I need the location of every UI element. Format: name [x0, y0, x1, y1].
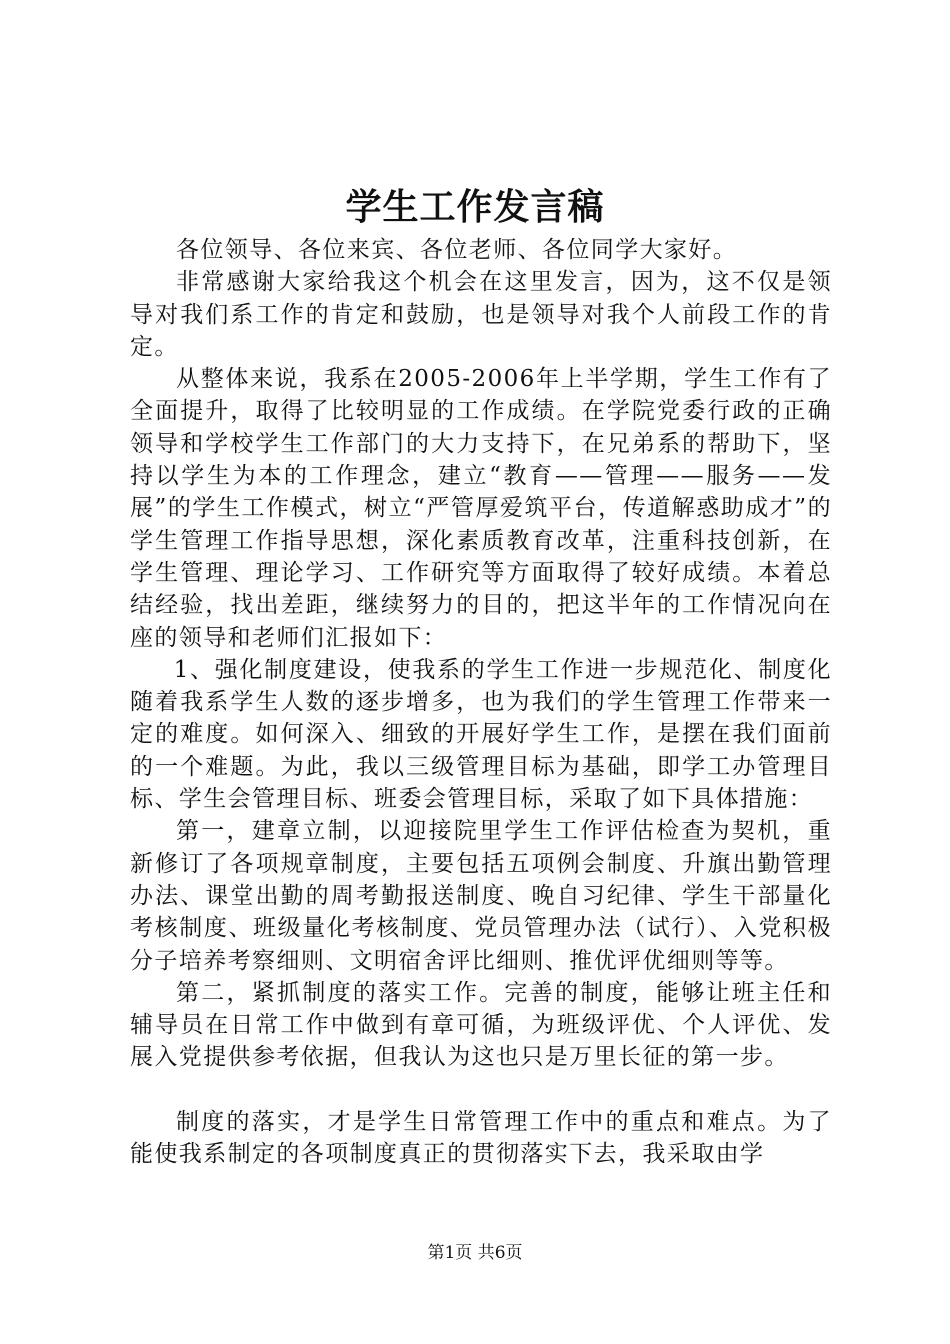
paragraph-overview: 从整体来说，我系在2005-2006年上半学期，学生工作有了全面提升，取得了比较明显的工作成绩。在学院党委行政的正确领导和学校学生工作部门的大力支持下，在兄弟系的帮助下，坚持以学生为本的工作理念，建立“教育——管理——服务——发展”的学生工作模式，树立“严管厚爱筑平台，传道解惑助成才”的学生管理工作指导思想，深化素质教育改革，注重科技创新，在学生管理、理论学习、工作研究等方面取得了较好成绩。本着总结经验，找出差距，继续努力的目的，把这半年的工作情况向在座的领导和老师们汇报如下： [130, 366, 832, 651]
document-title: 学生工作发言稿 [345, 186, 605, 228]
page-number-footer: 第1页 共6页 [427, 1243, 523, 1263]
paragraph-second-measure: 第二，紧抓制度的落实工作。完善的制度，能够让班主任和辅导员在日常工作中做到有章可循，为班级评优、个人评优、发展入党提供参考依据，但我认为这也只是万里长征的第一步。 [130, 979, 832, 1071]
paragraph-gap [130, 1074, 832, 1106]
paragraph-thanks: 非常感谢大家给我这个机会在这里发言，因为，这不仅是领导对我们系工作的肯定和鼓励，也是领导对我个人前段工作的肯定。 [130, 269, 832, 360]
paragraph-first-measure: 第一，建章立制，以迎接院里学生工作评估检查为契机，重新修订了各项规章制度，主要包括五项例会制度、升旗出勤管理办法、课堂出勤的周考勤报送制度、晚自习纪律、学生干部量化考核制度、班级量化考核制度、党员管理办法（试行）、入党积极分子培养考察细则、文明宿舍评比细则、推优评优细则等等。 [130, 818, 832, 974]
document-body [130, 234, 832, 1170]
paragraph-implementation: 制度的落实，才是学生日常管理工作中的重点和难点。为了能使我系制定的各项制度真正的贯彻落实下去，我采取由学 [130, 1108, 832, 1168]
paragraph-section-1: 1、强化制度建设，使我系的学生工作进一步规范化、制度化随着我系学生人数的逐步增多，也为我们的学生管理工作带来一定的难度。如何深入、细致的开展好学生工作，是摆在我们面前的一个难题。为此，我以三级管理目标为基础，即学工办管理目标、学生会管理目标、班委会管理目标，采取了如下具体措施： [130, 656, 832, 813]
paragraph-greeting: 各位领导、各位来宾、各位老师、各位同学大家好。 [176, 237, 738, 263]
